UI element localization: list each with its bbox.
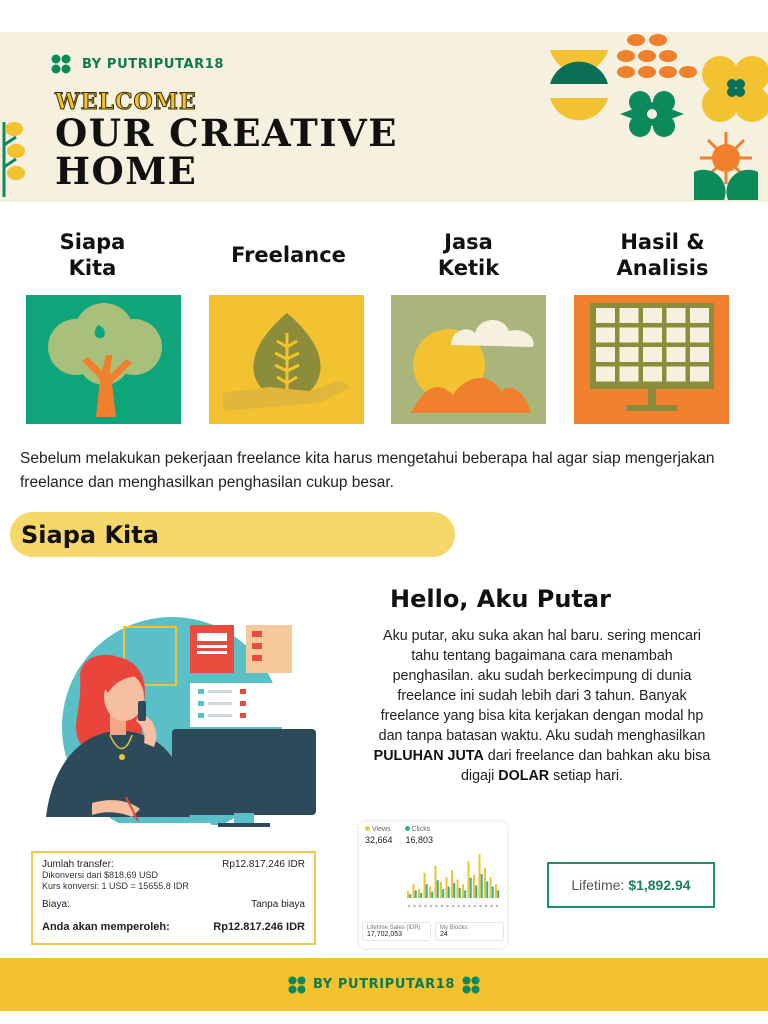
axis-tick <box>496 905 499 908</box>
transfer-amount-label: Jumlah transfer: <box>42 859 114 870</box>
axis-tick <box>479 905 482 908</box>
flower-pattern-icon <box>540 32 768 202</box>
sun-cloud-icon <box>391 295 546 424</box>
brand-top <box>50 54 224 74</box>
woman-at-computer-illustration <box>22 617 322 837</box>
my-blocks-box: My Blocks 24 <box>435 922 504 941</box>
clicks-bar <box>459 888 461 898</box>
clicks-value: 16,803 <box>405 835 434 845</box>
grid-cell <box>596 308 615 323</box>
clicks-bar <box>486 882 488 898</box>
intro-paragraph: Sebelum melakukan pekerjaan freelance kita harus mengetahui beberapa hal agar siap mengerjakan freelance dan menghasilkan penghasilan cukup besar. <box>20 450 715 491</box>
section-title-text: Siapa Kita <box>21 520 159 549</box>
grid-cell <box>620 367 639 382</box>
axis-tick <box>490 905 493 908</box>
transfer-converted: Dikonversi dari $818,69 USD <box>42 870 159 880</box>
category-siapa-kita-title: Siapa Kita <box>59 230 126 280</box>
clicks-bar <box>442 889 444 898</box>
views-bar <box>462 884 464 898</box>
axis-tick <box>430 905 433 908</box>
transfer-rate: Kurs konversi: 1 USD = 15655.8 IDR <box>42 881 189 891</box>
views-bar <box>424 873 426 898</box>
clover-icon <box>287 976 307 994</box>
footer-banner <box>0 958 768 1011</box>
axis-tick <box>408 905 411 908</box>
clicks-bar <box>481 874 483 898</box>
clicks-bar <box>420 893 422 898</box>
axis-tick <box>457 905 460 908</box>
axis-tick <box>441 905 444 908</box>
views-bar <box>490 877 492 898</box>
title-line-2: HOME <box>55 149 198 193</box>
grid-cell <box>596 328 615 343</box>
grid-cell <box>620 347 639 362</box>
leaf-hand-icon <box>209 295 364 424</box>
views-bar <box>440 882 442 898</box>
clicks-bar <box>448 887 450 898</box>
views-bar <box>495 884 497 898</box>
axis-tick <box>463 905 466 908</box>
views-bar <box>479 854 481 898</box>
brand-text: BY PUTRIPUTAR18 <box>82 56 225 72</box>
transfer-fee-label: Biaya: <box>42 899 70 910</box>
axis-tick <box>474 905 477 908</box>
views-bar <box>468 861 470 898</box>
views-bar <box>457 880 459 898</box>
monitor-grid-icon <box>574 295 729 424</box>
clicks-bar <box>492 887 494 898</box>
category-jasa-ketik-title: Jasa Ketik <box>437 230 500 280</box>
views-bar <box>418 889 420 898</box>
grid-cell <box>690 308 709 323</box>
grid-cell <box>620 308 639 323</box>
title-line-1: OUR CREATIVE <box>55 111 398 155</box>
category-hasil-analisis-title: Hasil & Analisis <box>616 230 709 280</box>
grid-cell <box>596 367 615 382</box>
transfer-receive-value: Rp12.817.246 IDR <box>213 921 305 933</box>
transfer-summary-card <box>31 851 316 945</box>
transfer-fee-value: Tanpa biaya <box>251 899 305 910</box>
lifetime-value: $1,892.94 <box>628 877 691 893</box>
clover-icon <box>461 976 481 994</box>
lifetime-sales-box: Lifetime Sales (IDR) 17,702,053 <box>362 922 431 941</box>
category-freelance-title: Freelance <box>231 243 346 267</box>
transfer-receive-label: Anda akan memperoleh: <box>42 921 170 933</box>
bio-highlight-dolar: DOLAR <box>498 768 550 784</box>
grid-cell <box>620 328 639 343</box>
views-bar <box>429 887 431 899</box>
views-bar <box>451 870 453 898</box>
views-bar <box>446 877 448 898</box>
tree-icon <box>26 295 181 424</box>
axis-tick <box>413 905 416 908</box>
axis-tick <box>446 905 449 908</box>
views-bar <box>435 866 437 898</box>
grid-cell <box>643 367 662 382</box>
clicks-bar <box>431 892 433 898</box>
welcome-heading: WELCOME <box>55 89 197 115</box>
axis-tick <box>435 905 438 908</box>
axis-tick <box>485 905 488 908</box>
views-bar <box>407 891 409 898</box>
about-bio: Aku putar, aku suka akan hal baru. sering mencari tahu tentang bagaimana cara menambah penghasilan. aku sudah berkecimpung di dunia freelance ini sudah lebih dari 3 tahun. Banyak freelance yang bisa kita kerjakan dengan modal hp dan tanpa batasan waktu. Aku sudah menghasilkan PULUHAN JUTA dari freelance dan bahkan aku bisa digaji DOLAR setiap hari. <box>373 628 711 784</box>
clicks-bar <box>409 894 411 898</box>
grid-cell <box>643 328 662 343</box>
lifetime-label: Lifetime: <box>571 877 625 893</box>
bio-highlight-puluhan-juta: PULUHAN JUTA <box>373 748 484 764</box>
axis-tick <box>468 905 471 908</box>
grid-cell <box>690 347 709 362</box>
about-heading: Hello, Aku Putar <box>390 585 611 613</box>
header-banner <box>0 32 768 202</box>
section-title-siapa-kita <box>10 512 455 557</box>
clicks-bar <box>415 890 417 898</box>
grid-cell <box>667 308 686 323</box>
transfer-amount-value: Rp12.817.246 IDR <box>222 859 305 870</box>
views-bar <box>413 884 415 898</box>
clicks-bar <box>470 878 472 898</box>
stats-bar-chart <box>359 822 507 922</box>
clover-icon <box>50 54 72 74</box>
grid-cell <box>643 347 662 362</box>
clicks-bar <box>475 885 477 898</box>
clicks-bar <box>497 890 499 898</box>
views-bar <box>473 875 475 898</box>
clicks-bar <box>426 884 428 898</box>
grid-cell <box>667 328 686 343</box>
stats-card <box>359 822 507 948</box>
grid-cell <box>667 367 686 382</box>
grid-cell <box>690 367 709 382</box>
views-bar <box>484 868 486 898</box>
grid-cell <box>643 308 662 323</box>
grid-cell <box>690 328 709 343</box>
axis-tick <box>452 905 455 908</box>
axis-tick <box>419 905 422 908</box>
footer-brand-text: BY PUTRIPUTAR18 <box>312 977 456 992</box>
grid-cell <box>667 347 686 362</box>
clicks-bar <box>464 890 466 898</box>
axis-tick <box>424 905 427 908</box>
views-value: 32,664 <box>365 835 393 845</box>
stats-legend: Views Clicks <box>365 826 430 833</box>
clicks-bar <box>453 883 455 898</box>
page-title <box>55 111 398 193</box>
grid-cell <box>596 347 615 362</box>
yellow-sprig-icon <box>0 117 30 197</box>
lifetime-earnings-box <box>547 862 715 908</box>
clicks-bar <box>437 880 439 898</box>
stats-footer <box>362 922 504 941</box>
